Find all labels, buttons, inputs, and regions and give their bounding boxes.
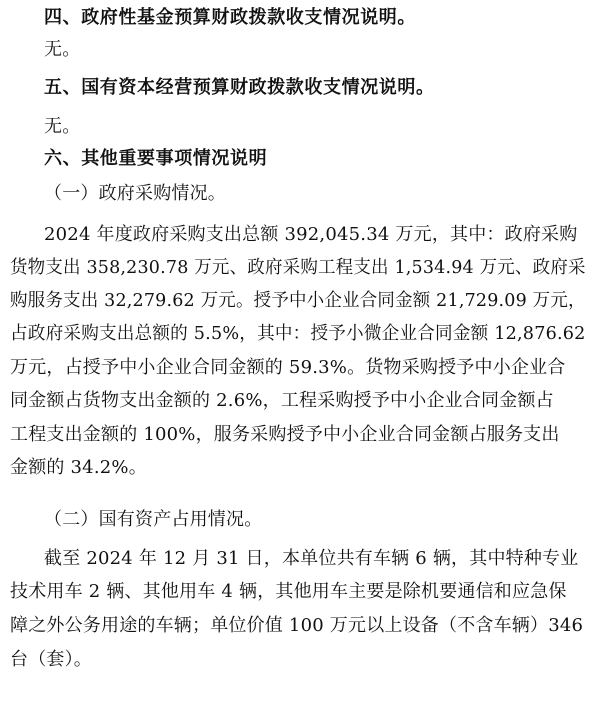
paragraph-line: 购服务支出 32,279.62 万元。授予中小企业合同金额 21,729.09 万元， — [10, 290, 586, 311]
section-4-heading: 四、政府性基金预算财政拨款收支情况说明。 — [44, 7, 416, 28]
paragraph-line: 2024 年度政府采购支出总额 392,045.34 万元，其中：政府采购 — [44, 224, 578, 245]
subsection-procurement-heading: （一）政府采购情况。 — [44, 183, 226, 204]
paragraph-line: 技术用车 2 辆、其他用车 4 辆，其他用车主要是除机要通信和应急保 — [10, 581, 567, 602]
section-4-body: 无。 — [44, 39, 81, 60]
paragraph-line: 台（套）。 — [10, 649, 92, 670]
paragraph-line: 占政府采购支出总额的 5.5%，其中：授予小微企业合同金额 12,876.62 — [10, 323, 586, 344]
paragraph-line: 同金额占货物支出金额的 2.6%，工程采购授予中小企业合同金额占 — [10, 390, 554, 411]
subsection-assets-heading: （二）国有资产占用情况。 — [44, 509, 263, 530]
paragraph-line: 截至 2024 年 12 月 31 日，本单位共有车辆 6 辆，其中特种专业 — [44, 548, 579, 569]
section-5-body: 无。 — [44, 116, 81, 137]
section-5-heading: 五、国有资本经营预算财政拨款收支情况说明。 — [44, 77, 435, 98]
paragraph-line: 金额的 34.2%。 — [10, 457, 147, 478]
section-6-heading: 六、其他重要事项情况说明 — [44, 148, 268, 169]
paragraph-line: 货物支出 358,230.78 万元、政府采购工程支出 1,534.94 万元、政府采 — [10, 257, 586, 278]
paragraph-line: 障之外公务用途的车辆；单位价值 100 万元以上设备（不含车辆）346 — [10, 615, 584, 636]
paragraph-line: 万元，占授予中小企业合同金额的 59.3%。货物采购授予中小企业合 — [10, 357, 566, 378]
paragraph-line: 工程支出金额的 100%，服务采购授予中小企业合同金额占服务支出 — [10, 424, 560, 445]
